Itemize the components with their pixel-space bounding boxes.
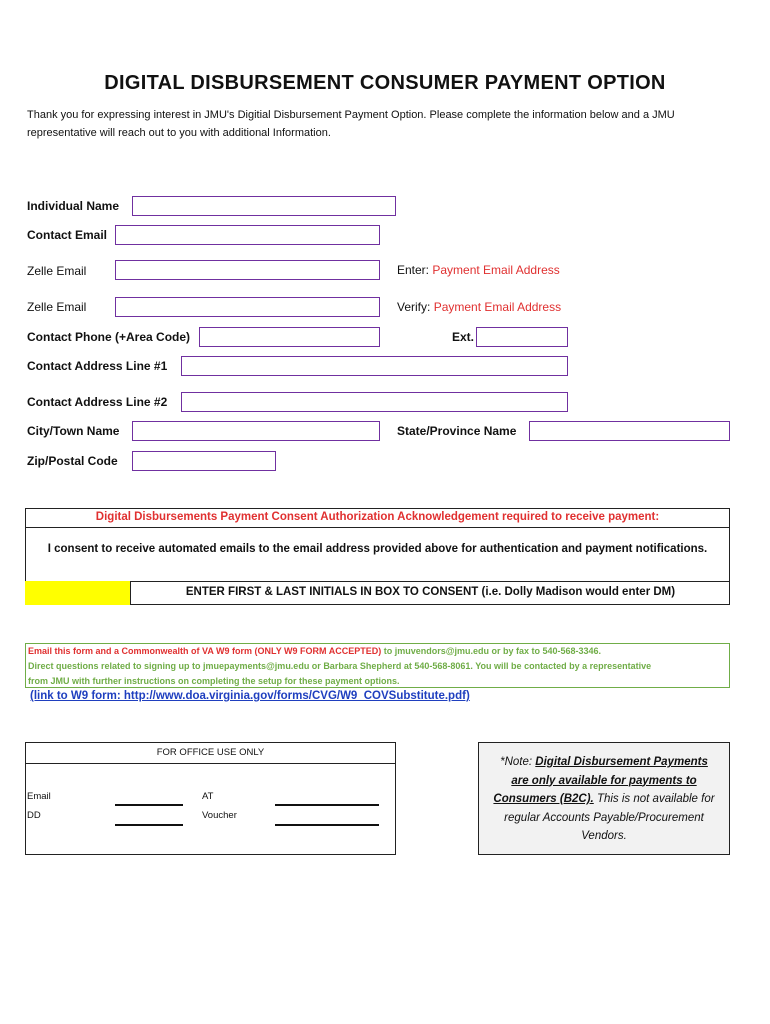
note-line-5: Vendors. [581, 830, 627, 842]
address-line-2-label: Contact Address Line #2 [27, 395, 168, 409]
city-label: City/Town Name [27, 424, 120, 438]
note-line-4: regular Accounts Payable/Procurement [504, 811, 704, 824]
zelle-email-label: Zelle Email [27, 264, 87, 278]
consent-instruction: ENTER FIRST & LAST INITIALS IN BOX TO CONSENT (i.e. Dolly Madison would enter DM) [185, 586, 676, 598]
city-field[interactable] [132, 421, 380, 441]
enter-hint-text: Payment Email Address [432, 263, 560, 277]
intro-line-2: representative will reach out to you with additional Information. [27, 127, 331, 139]
office-dd-line [115, 824, 183, 826]
zip-label: Zip/Postal Code [27, 454, 118, 468]
office-email-label: Email [27, 791, 51, 802]
note-line-2 [479, 772, 729, 791]
individual-name-field[interactable] [132, 196, 396, 216]
email-instructions-box [25, 643, 730, 688]
email-form-destination: to jmuvendors@jmu.edu or by fax to 540-568-3346. [381, 646, 602, 656]
intro-line-1: Thank you for expressing interest in JMU's Digitial Disbursement Payment Option. Please complete the information below and a JMU [27, 109, 675, 121]
consent-header: Digital Disbursements Payment Consent Authorization Acknowledgement required to receive payment: [25, 508, 730, 528]
office-at-line [275, 804, 379, 806]
office-at-label: AT [202, 791, 214, 802]
note-emphasis-2: are only available for payments to [511, 774, 697, 787]
enter-prefix: Enter: [397, 263, 430, 277]
verify-hint [397, 300, 561, 314]
email-instructions-line-2: Direct questions related to signing up to jmuepayments@jmu.edu or Barbara Shepherd at 540-568-8061. You will be contacted by a representative [28, 661, 652, 671]
state-field[interactable] [529, 421, 730, 441]
office-dd-label: DD [27, 810, 41, 821]
email-instructions-line-3: from JMU with further instructions on completing the setup for these payment options. [28, 676, 400, 686]
address-line-1-field[interactable] [181, 356, 568, 376]
office-voucher-label: Voucher [202, 810, 237, 821]
office-use-header: FOR OFFICE USE ONLY [25, 742, 396, 764]
email-instructions-line-1 [28, 644, 729, 659]
contact-phone-label: Contact Phone (+Area Code) [27, 330, 191, 344]
consent-initials-field[interactable] [25, 581, 131, 605]
zelle-email-verify-field[interactable] [115, 297, 380, 317]
verify-hint-text: Payment Email Address [433, 300, 562, 314]
note-emphasis-3: Consumers (B2C). [493, 793, 594, 805]
individual-name-label: Individual Name [27, 199, 120, 213]
contact-email-label: Contact Email [27, 228, 108, 242]
address-line-2-field[interactable] [181, 392, 568, 412]
note-line-1 [479, 753, 729, 772]
zelle-email-field[interactable] [115, 260, 380, 280]
page-title: DIGITAL DISBURSEMENT CONSUMER PAYMENT OPTION [104, 72, 666, 94]
zip-field[interactable] [132, 451, 276, 471]
zelle-email-verify-label: Zelle Email [27, 300, 87, 314]
office-email-line [115, 804, 183, 806]
intro-text [27, 106, 727, 142]
verify-prefix: Verify: [397, 300, 431, 314]
address-line-1-label: Contact Address Line #1 [27, 359, 168, 373]
enter-hint [397, 263, 560, 277]
contact-phone-field[interactable] [199, 327, 380, 347]
note-line-3-rest: This is not available for [593, 793, 715, 805]
note-emphasis-1: Digital Disbursement Payments [535, 756, 708, 768]
w9-form-link[interactable]: (link to W9 form: http://www.doa.virginia.gov/forms/CVG/W9_COVSubstitute.pdf) [30, 690, 470, 702]
note-line-3 [479, 790, 729, 809]
ext-label: Ext. [452, 330, 475, 344]
office-voucher-line [275, 824, 379, 826]
email-form-instruction: Email this form and a Commonwealth of VA W9 form (ONLY W9 FORM ACCEPTED) [28, 646, 382, 656]
state-label: State/Province Name [397, 424, 517, 438]
note-prefix: *Note: [500, 756, 533, 768]
contact-email-field[interactable] [115, 225, 380, 245]
consent-text: I consent to receive automated emails to the email address provided above for authentication and payment notifications. [47, 543, 708, 555]
b2c-note-box [478, 742, 730, 855]
ext-field[interactable] [476, 327, 568, 347]
